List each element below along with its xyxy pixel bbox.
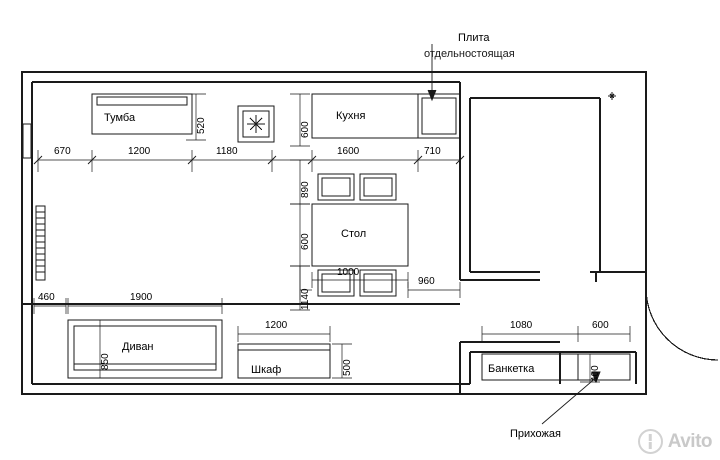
dim-600-stol: 600 bbox=[300, 233, 311, 250]
dim-1000: 1000 bbox=[337, 267, 360, 278]
dim-1140: 1140 bbox=[300, 288, 311, 310]
callout-plita-line1: Плита bbox=[458, 32, 490, 44]
dim-1080: 1080 bbox=[510, 320, 533, 331]
label-tumba: Тумба bbox=[104, 112, 136, 124]
label-banketka: Банкетка bbox=[488, 363, 535, 375]
dim-1200-shkaf: 1200 bbox=[265, 320, 288, 331]
avito-logo-icon bbox=[638, 429, 663, 454]
avito-watermark-text: Avito bbox=[667, 430, 712, 452]
dim-1600: 1600 bbox=[337, 146, 360, 157]
label-kuhnya: Кухня bbox=[336, 110, 366, 122]
dim-400: 400 bbox=[590, 365, 601, 382]
dim-500: 500 bbox=[342, 359, 353, 376]
dim-1200-top: 1200 bbox=[128, 146, 151, 157]
label-stol: Стол bbox=[341, 228, 367, 240]
dim-890: 890 bbox=[300, 181, 311, 198]
label-divan: Диван bbox=[122, 341, 154, 353]
dim-1180: 1180 bbox=[216, 146, 238, 157]
dim-460: 460 bbox=[38, 292, 55, 303]
avito-watermark bbox=[638, 429, 712, 454]
dim-600-kuhnya: 600 bbox=[300, 121, 311, 138]
label-shkaf: Шкаф bbox=[251, 364, 282, 376]
dim-710: 710 bbox=[424, 146, 441, 157]
dim-1900: 1900 bbox=[130, 292, 153, 303]
dim-960: 960 bbox=[418, 276, 435, 287]
dim-670: 670 bbox=[54, 146, 71, 157]
dim-850: 850 bbox=[100, 353, 111, 370]
callout-prihozhaya: Прихожая bbox=[510, 428, 561, 440]
dim-520: 520 bbox=[196, 117, 207, 134]
callout-plita-line2: отдельностоящая bbox=[424, 48, 515, 60]
dim-600-bottom: 600 bbox=[592, 320, 609, 331]
